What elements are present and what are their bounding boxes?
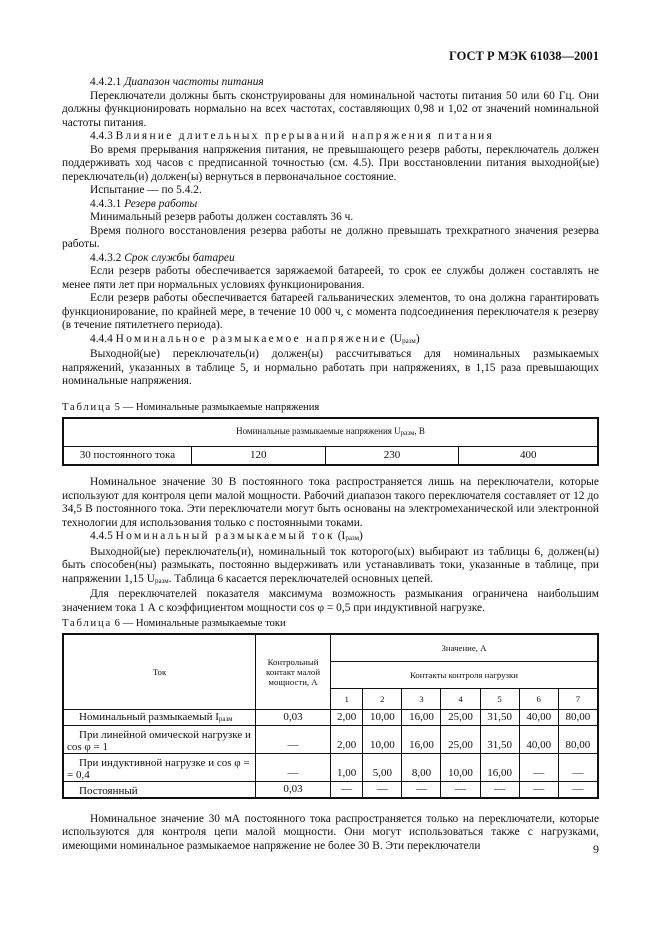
- section-number: 4.4.3.2: [90, 251, 122, 264]
- contact-number: 1: [330, 688, 362, 709]
- table-5-header: [63, 418, 598, 447]
- paragraph: Минимальный резерв работы должен составлять 36 ч.: [90, 211, 354, 223]
- symbol-end: ): [415, 332, 420, 345]
- section-title: Диапазон частоты питания: [124, 76, 264, 88]
- control-value: —: [256, 753, 331, 781]
- section-number: 4.4.3.1: [90, 197, 122, 210]
- caption-text: 6 — Номинальные размыкаемые токи: [114, 618, 286, 629]
- symbol: (U: [390, 332, 403, 345]
- section-number: 4.4.3: [90, 130, 113, 142]
- paragraph: Для переключателей показателя максимума возможность размыкания ограничена наибольшим значением тока 1 А с коэффициентом мощности cos φ = 0,5 при индуктивной нагрузке.: [62, 588, 599, 614]
- caption-word: Таблица: [62, 401, 112, 413]
- load-value: 16,00: [402, 725, 441, 753]
- contact-number: 3: [402, 688, 441, 709]
- table-cell: 120: [191, 447, 325, 466]
- header-end: , В: [414, 425, 425, 436]
- table-row: [63, 725, 598, 753]
- load-value: 16,00: [480, 753, 519, 781]
- table-row: [63, 781, 598, 798]
- section-title: Резерв работы: [124, 197, 198, 210]
- paragraph: Переключатели должны быть сконструированы для номинальной частоты питания 50 или 60 Гц. Они должны функционировать нормально на всех частотах, составляющих 0,98 и 1,02 от значений номинальной частоты питания.: [62, 89, 599, 129]
- load-value: —: [363, 781, 402, 798]
- table-6-caption: [62, 617, 599, 631]
- symbol-subscript: разм: [402, 336, 416, 345]
- load-value: —: [480, 781, 519, 798]
- row-label: [63, 709, 256, 725]
- paragraph: Если резерв работы обеспечивается батареей гальванических элементов, то она должна гарантировать функционирование, по крайней мере, в течение 10 000 ч, с момента подсоединения переключателя к резерву (в течение пятилетнего периода).: [62, 292, 599, 331]
- page-header: ГОСТ Р МЭК 61038—2001: [449, 49, 599, 63]
- page-number: 9: [593, 842, 599, 856]
- section-heading-4-4-4: [62, 333, 599, 349]
- contact-number: 5: [480, 688, 519, 709]
- paragraph: Номинальное значение 30 В постоянного тока распространяется лишь на переключатели, которые используют для контроля цепи малой мощности. Рабочий диапазон такого переключателя составляет от 12 до 34,5 В постоянного тока. Эти переключатели могут быть основаны на электромеханической или электронной технологии для использования только с постоянными токами.: [62, 476, 599, 529]
- load-value: 40,00: [519, 709, 558, 725]
- load-value: 31,50: [480, 709, 519, 725]
- section-title: Номинальный размыкаемый ток: [115, 530, 335, 542]
- caption-text: 5 — Номинальные размыкаемые напряжения: [114, 401, 320, 413]
- section-number: 4.4.4: [90, 332, 113, 345]
- table-row: [63, 709, 598, 725]
- header-current: Ток: [63, 634, 256, 710]
- load-value: —: [558, 781, 598, 798]
- symbol-subscript: разм: [345, 534, 360, 542]
- header-text: Номинальные размыкаемые напряжения U: [236, 425, 401, 436]
- load-value: 25,00: [441, 709, 480, 725]
- header-subscript: разм: [400, 428, 415, 437]
- row-label: [63, 781, 256, 798]
- load-value: 10,00: [441, 753, 480, 781]
- paragraph: Номинальное значение 30 мА постоянного тока распространяется только на переключатели, которые используются для контроля цепи малой мощности. Они могут использоваться также с нагрузками, имеющими номинальное размыкаемое напряжение не более 30 В. Эти переключатели: [62, 812, 599, 852]
- header-load-contacts: Контакты контроля нагрузки: [330, 661, 598, 688]
- load-value: 16,00: [402, 709, 441, 725]
- paragraph: Если резерв работы обеспечивается заряжаемой батареей, то срок ее службы должен составлять не менее пяти лет при нормальных условиях функционирования.: [62, 265, 599, 291]
- load-value: 8,00: [402, 753, 441, 781]
- paragraph: Выходной(ые) переключатель(и) должен(ы) рассчитываться для номинальных размыкаемых напряжений, указанных в таблице 5, и нормально работать при напряжениях, в 1,15 раза превышающих номинальные напряжения.: [62, 348, 599, 387]
- caption-word: Таблица: [62, 618, 112, 629]
- section-number: 4.4.2.1: [90, 76, 122, 88]
- section-title: Влияние длительных прерываний напряжения питания: [115, 130, 495, 142]
- row-label-subscript: разм: [218, 714, 233, 723]
- load-value: 80,00: [558, 709, 598, 725]
- table-cell: 30 постоянного тока: [63, 447, 191, 466]
- section-heading-4-4-3-1: [62, 198, 599, 212]
- contact-number: 7: [558, 688, 598, 709]
- symbol: (I: [337, 530, 346, 542]
- load-value: 31,50: [480, 725, 519, 753]
- text-part: Выходной(ые) переключатель(и), номинальный ток которого(ых) выбирают из таблицы 6, должен(ы) быть способен(ны) размыкать, постоянно выдерживать или устанавливать токи, указанные в таблице, при напряжении 1,15 U: [62, 545, 599, 585]
- load-value: —: [441, 781, 480, 798]
- table-5: [62, 417, 599, 466]
- section-heading-4-4-2-1: [62, 76, 599, 90]
- load-value: —: [519, 753, 558, 781]
- control-value: 0,03: [256, 709, 331, 725]
- table-6: [62, 633, 599, 799]
- load-value: —: [402, 781, 441, 798]
- text-subscript: разм: [154, 576, 169, 585]
- section-number: 4.4.5: [90, 530, 113, 542]
- table-5-caption: [62, 401, 599, 415]
- row-label: [63, 725, 256, 753]
- load-value: 1,00: [330, 753, 362, 781]
- row-label-text: При линейной омической нагрузке и cos φ = 1: [67, 728, 251, 753]
- paragraph: Испытание — по 5.4.2.: [90, 184, 202, 196]
- row-label-text: Постоянный: [79, 784, 138, 797]
- row-label: [63, 753, 256, 781]
- load-value: —: [558, 753, 598, 781]
- section-heading-4-4-3: [62, 130, 599, 144]
- contact-number: 6: [519, 688, 558, 709]
- section-title: Номинальное размыкаемое напряжение: [115, 332, 388, 345]
- text-part: . Таблица 6 касается переключателей основных цепей.: [168, 572, 434, 585]
- section-title: Срок службы батареи: [124, 251, 235, 264]
- control-value: —: [256, 725, 331, 753]
- row-label-text: Номинальный размыкаемый I: [79, 710, 219, 723]
- load-value: —: [330, 781, 362, 798]
- row-label-text: При индуктивной нагрузке и cos φ = = 0,4: [67, 756, 250, 781]
- load-value: —: [519, 781, 558, 798]
- table-row: [63, 753, 598, 781]
- section-heading-4-4-3-2: [62, 252, 599, 266]
- symbol-end: ): [359, 530, 363, 542]
- load-value: 10,00: [363, 725, 402, 753]
- paragraph: Во время прерывания напряжения питания, не превышающего резерв работы, переключатель должен поддерживать ход часов с предписанной точностью (см. 4.5). При восстановлении питания выходной(ые) переключатель(и) должен(ы) вернуться в первоначальное состояние.: [62, 143, 599, 183]
- paragraph: Время полного восстановления резерва работы не должно превышать трехкратного значения резерва работы.: [62, 224, 599, 250]
- section-heading-4-4-5: [62, 530, 599, 546]
- contact-number: 2: [363, 688, 402, 709]
- header-value: Значение, А: [330, 634, 598, 662]
- load-value: 40,00: [519, 725, 558, 753]
- document-body: [62, 76, 599, 853]
- load-value: 5,00: [363, 753, 402, 781]
- load-value: 80,00: [558, 725, 598, 753]
- header-control-contact: Контрольный контакт малой мощности, А: [256, 634, 331, 710]
- control-value: 0,03: [256, 781, 331, 798]
- load-value: 10,00: [363, 709, 402, 725]
- load-value: 2,00: [330, 709, 362, 725]
- contact-number: 4: [441, 688, 480, 709]
- table-cell: 400: [459, 447, 598, 466]
- load-value: 25,00: [441, 725, 480, 753]
- load-value: 2,00: [330, 725, 362, 753]
- paragraph: [62, 546, 599, 589]
- table-cell: 230: [325, 447, 459, 466]
